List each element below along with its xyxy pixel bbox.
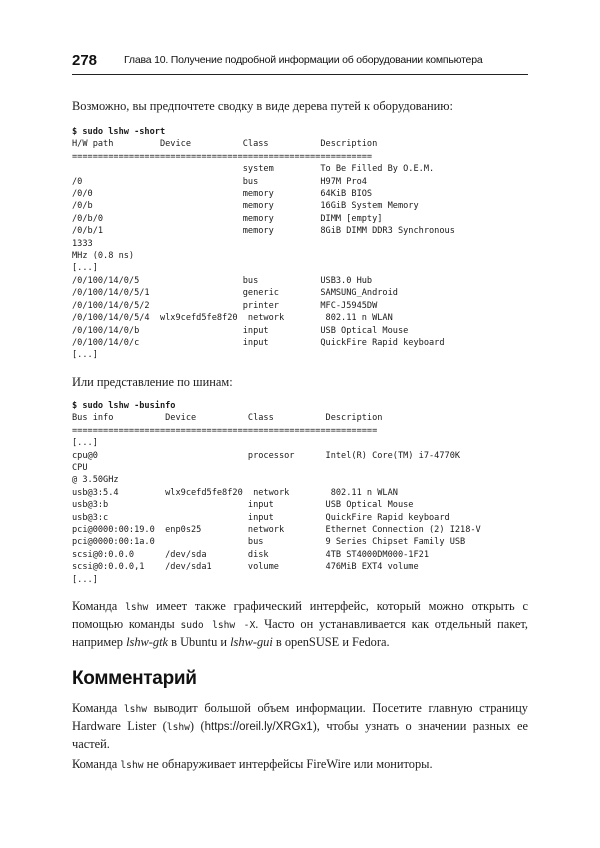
text-run: Команда — [72, 757, 121, 771]
page-number: 278 — [72, 52, 98, 69]
gui-paragraph — [72, 598, 528, 651]
code-command: $ sudo lshw -businfo — [72, 401, 176, 411]
package-name: lshw-gui — [230, 635, 273, 649]
text-run: . Часто он устанавливается как отдельный пакет, например — [72, 617, 529, 649]
comment-paragraph-2 — [72, 756, 528, 774]
text-run: имеет также графический интерфейс, который можно открыть с помощью команды — [72, 599, 528, 631]
code-command: $ sudo lshw -short — [72, 127, 166, 137]
chapter-title: Глава 10. Получение подробной информации об оборудовании компьютера — [124, 54, 483, 66]
inline-code: lshw — [125, 602, 149, 613]
code-output: H/W path Device Class Description ========================================================== system To Be Filled By O.E.M. /0 bus H97M Pro4 /0/0 memory 64KiB BIOS /0/b memory 16GiB System Memory /0/b/0 memory DIMM [empty] /0/b/1 memory 8GiB DIMM DDR3 Synchronous 1333 MHz (0.8 ns) [...] /0/100/14/0/5 bus USB3.0 Hub /0/100/14/0/5/1 generic SAMSUNG_Android /0/100/14/0/5/2 printer MFC-J5945DW /0/100/14/0/5/4 wlx9cefd5fe8f20 network 802.11 n WLAN /0/100/14/0/b input USB Optical Mouse /0/100/14/0/c input QuickFire Rapid keyboard [...] — [72, 139, 455, 361]
intro-short-paragraph: Возможно, вы предпочтете сводку в виде дерева путей к оборудованию: — [72, 99, 453, 113]
package-name: lshw-gtk — [126, 635, 169, 649]
text-run: Команда — [72, 701, 124, 715]
text-run: в openSUSE и Fedora. — [272, 635, 390, 649]
code-output: Bus info Device Class Description =========================================================== [...] cpu@0 processor Intel(R) Core(TM) i7-4770K CPU @ 3.50GHz usb@3:5.4 wlx9cefd5fe8f20 network 802.11 n WLAN usb@3:b input USB Optical Mouse usb@3:c input QuickFire Rapid keyboard pci@0000:00:19.0 enp0s25 network Ethernet Connection (2) I218-V pci@0000:00:1a.0 bus 9 Series Chipset Family USB scsi@0:0.0.0 /dev/sda disk 4TB ST4000DM000-1F21 scsi@0:0.0.0,1 /dev/sda1 volume 476MiB EXT4 volume [...] — [72, 413, 481, 585]
comment-paragraph-1 — [72, 700, 528, 753]
text-run: ), чтобы узнать о значении разных ее частей. — [72, 719, 528, 751]
code-block-bus — [72, 400, 552, 586]
inline-code: lshw — [120, 760, 144, 771]
inline-code: lshw — [123, 704, 147, 715]
page-header — [72, 52, 528, 75]
text-run: выводит большой объем информации. Посетите главную страницу Hardware Lister ( — [72, 701, 528, 733]
code-block-short — [72, 126, 552, 362]
url-link[interactable]: https://oreil.ly/XRGx1 — [204, 721, 313, 733]
text-run: ) ( — [189, 719, 205, 733]
section-heading: Комментарий — [72, 668, 197, 689]
inline-code: sudo lshw -X — [180, 620, 256, 631]
intro-bus-paragraph: Или представление по шинам: — [72, 375, 233, 389]
text-run: не обнаруживает интерфейсы FireWire или мониторы. — [143, 757, 433, 771]
text-run: в Ubuntu и — [168, 635, 231, 649]
inline-code: lshw — [166, 722, 190, 733]
text-run: Команда — [72, 599, 126, 613]
